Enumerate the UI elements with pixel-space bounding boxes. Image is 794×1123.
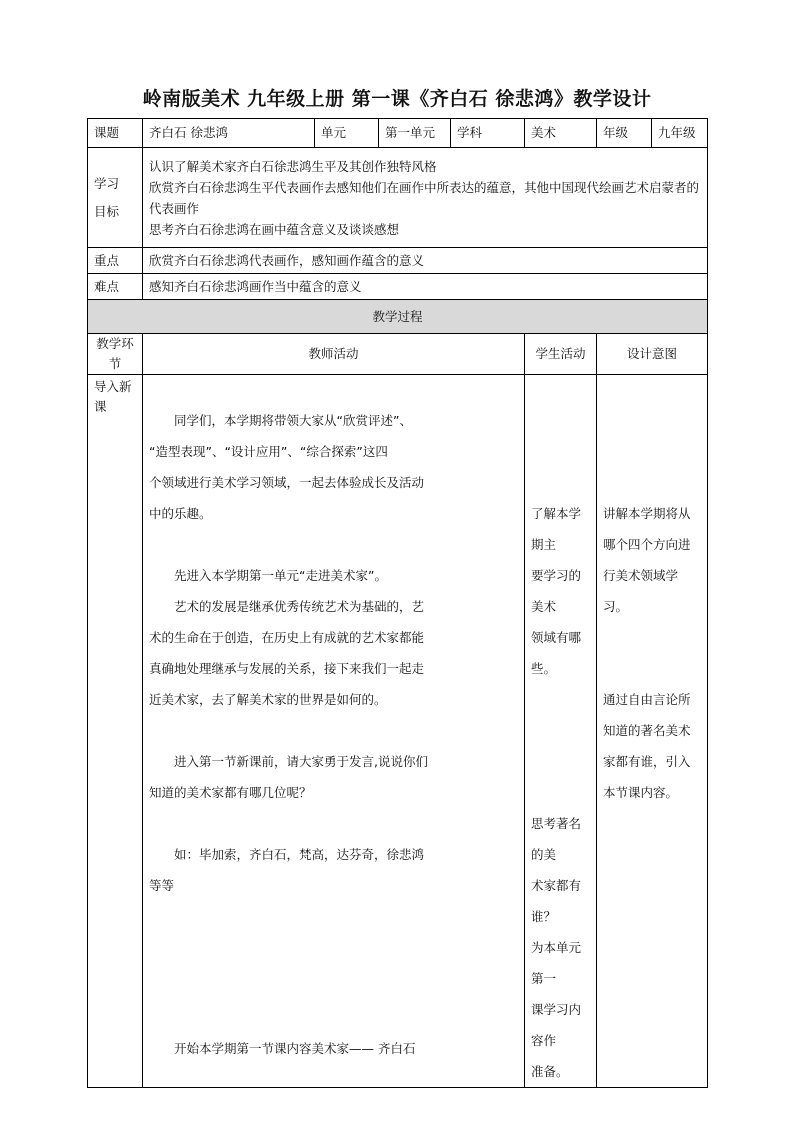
teacher-line: 进入第一节新课前，请大家勇于发言,说说你们	[174, 754, 428, 769]
difficulty-row	[88, 274, 708, 300]
header-row	[88, 119, 708, 148]
student-line: 课学习内容作	[531, 1002, 582, 1048]
key-point-value: 欣赏齐白石徐悲鸿代表画作，感知画作蕴含的意义	[143, 248, 708, 274]
key-point-label: 重点	[88, 248, 143, 274]
topic-value: 齐白石 徐悲鸿	[143, 119, 315, 148]
design-line: 本节课内容。	[603, 785, 679, 800]
design-line: 行美术领域学习。	[603, 568, 679, 614]
subject-label: 学科	[451, 119, 525, 148]
design-line: 家都有谁，引入	[603, 754, 691, 769]
objectives-content	[143, 148, 708, 248]
student-line: 术家都有谁？	[531, 878, 582, 924]
design-intent	[597, 375, 708, 1088]
teacher-line: 艺术的发展是继承优秀传统艺术为基础的，艺	[174, 599, 425, 614]
teacher-line: 中的乐趣。	[149, 506, 212, 521]
stage-name: 导入新课	[94, 379, 132, 414]
student-line: 了解本学期主	[531, 506, 582, 552]
teacher-line: 同学们，本学期将带领大家从“欣赏评述”、	[174, 413, 412, 428]
objective-1: 认识了解美术家齐白石徐悲鸿生平及其创作独特风格	[149, 158, 437, 174]
subject-value: 美术	[525, 119, 597, 148]
stage-cell	[88, 375, 143, 1088]
student-line: 要学习的美术	[531, 568, 582, 614]
difficulty-label: 难点	[88, 274, 143, 300]
unit-value: 第一单元	[379, 119, 451, 148]
teacher-line: 知道的美术家都有哪几位呢？	[149, 785, 312, 800]
teacher-line: 真确地处理继承与发展的关系，接下来我们一起走	[149, 661, 425, 676]
teacher-line: 开始本学期第一节课内容美术家—— 齐白石	[174, 1041, 416, 1056]
lesson-plan-table	[87, 118, 708, 1088]
document-title: 岭南版美术 九年级上册 第一课《齐白石 徐悲鸿》教学设计	[142, 88, 652, 110]
col-stage: 教学环节	[88, 334, 143, 375]
intro-row	[88, 375, 708, 1088]
design-line: 讲解本学期将从	[603, 506, 691, 521]
design-line: 通过自由言论所	[603, 692, 691, 707]
teacher-line: “造型表现”、“设计应用”、“综合探索”这四	[149, 444, 388, 459]
teacher-activity	[143, 375, 525, 1088]
design-line: 哪个四个方向进	[603, 537, 691, 552]
student-line: 领域有哪些。	[531, 630, 582, 676]
teacher-line: 先进入本学期第一单元“走进美术家”。	[174, 568, 387, 583]
objective-3: 思考齐白石徐悲鸿在画中蕴含意义及谈谈感想	[149, 221, 400, 237]
teacher-line: 个领域进行美术学习领域，一起去体验成长及活动	[149, 475, 425, 490]
objectives-row	[88, 148, 708, 248]
difficulty-value: 感知齐白石徐悲鸿画作当中蕴含的意义	[143, 274, 708, 300]
student-line: 思考著名的美	[531, 816, 582, 862]
grade-value: 九年级	[652, 119, 708, 148]
objectives-label: 学习 目标	[88, 148, 143, 248]
col-student: 学生活动	[525, 334, 597, 375]
col-design: 设计意图	[597, 334, 708, 375]
teacher-line: 如：毕加索，齐白石，梵高，达芬奇，徐悲鸿	[174, 847, 425, 862]
process-title-row	[88, 300, 708, 334]
student-line: 准备。	[531, 1064, 569, 1079]
objective-2: 欣赏齐白石徐悲鸿生平代表画作去感知他们在画作中所表达的蕴意，其他中国现代绘画艺术启蒙者的代表画作	[149, 179, 700, 216]
unit-label: 单元	[315, 119, 379, 148]
student-activity	[525, 375, 597, 1088]
student-line: 为本单元第一	[531, 940, 582, 986]
process-title: 教学过程	[88, 300, 708, 334]
topic-label: 课题	[88, 119, 143, 148]
process-columns-row	[88, 334, 708, 375]
teacher-line: 等等	[149, 878, 175, 893]
key-point-row	[88, 248, 708, 274]
design-line: 知道的著名美术	[603, 723, 691, 738]
teacher-line: 术的生命在于创造，在历史上有成就的艺术家都能	[149, 630, 425, 645]
col-teacher: 教师活动	[143, 334, 525, 375]
grade-label: 年级	[597, 119, 652, 148]
teacher-line: 近美术家，去了解美术家的世界是如何的。	[149, 692, 387, 707]
